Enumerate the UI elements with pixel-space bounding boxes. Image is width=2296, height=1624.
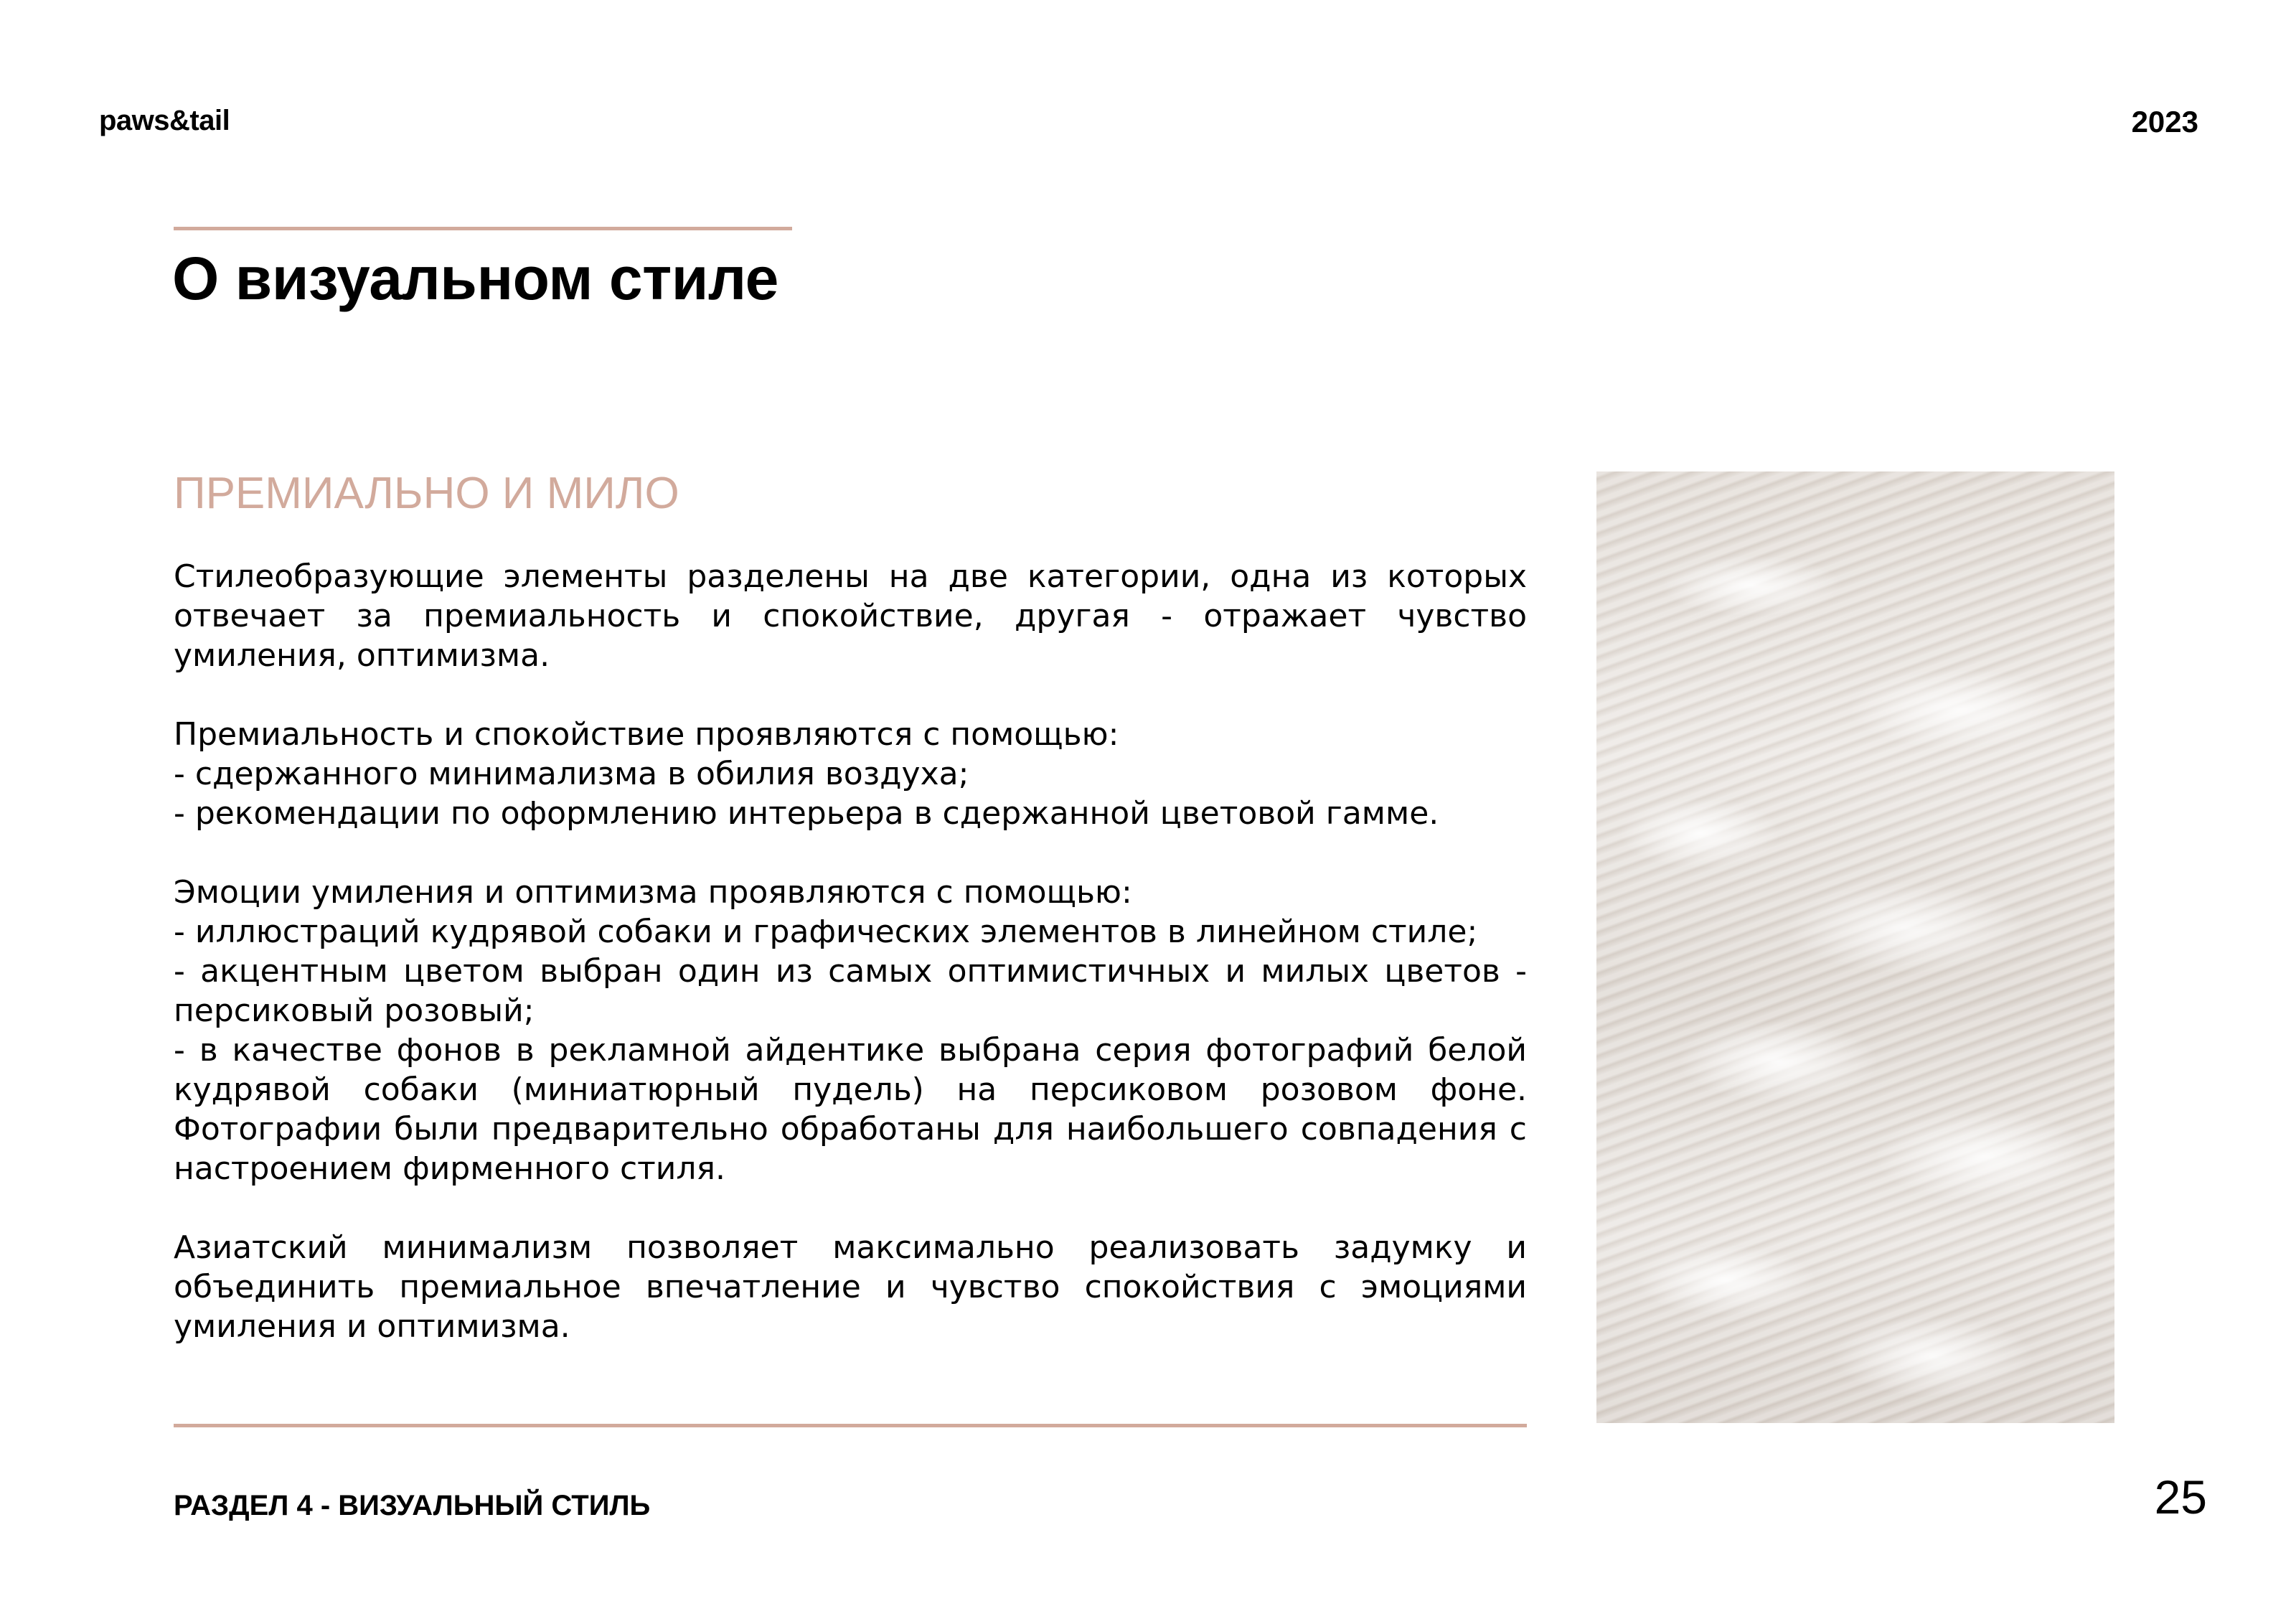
paragraph-conclusion: Азиатский минимализм позволяет максимально реализовать задумку и объединить премиальное впечатление и чувство спокойствия с эмоциями умиления и оптимизма. [174,1229,1527,1345]
section-subtitle: ПРЕМИАЛЬНО И МИЛО [174,469,679,518]
emotions-item: - акцентным цветом выбран один из самых оптимистичных и милых цветов - персиковый розовый; [174,953,1527,1029]
paragraph-premium [174,715,1527,833]
top-divider [174,227,792,230]
bottom-divider [174,1424,1527,1427]
fur-texture-image [1596,471,2114,1423]
emotions-intro: Эмоции умиления и оптимизма проявляются с помощью: [174,874,1132,911]
body-text [174,557,1527,1346]
emotions-item: - иллюстраций кудрявой собаки и графических элементов в линейном стиле; [174,914,1478,950]
premium-intro: Премиальность и спокойствие проявляются с помощью: [174,716,1119,753]
premium-item: - сдержанного минимализма в обилия воздуха; [174,756,969,792]
paragraph-intro: Стилеобразующие элементы разделены на две категории, одна из которых отвечает за премиальность и спокойствие, другая - отражает чувство умиления, оптимизма. [174,558,1527,674]
page-number: 25 [2154,1470,2207,1524]
premium-item: - рекомендации по оформлению интерьера в сдержанной цветовой гамме. [174,795,1439,832]
emotions-item: - в качестве фонов в рекламной айдентике выбрана серия фотографий белой кудрявой собаки (миниатюрный пудель) на персиковом розовом фоне. Фотографии были предварительно обработаны для наибольшего совпадения с настроением фирменного стиля. [174,1032,1527,1187]
section-label: РАЗДЕЛ 4 - ВИЗУАЛЬНЫЙ СТИЛЬ [174,1490,651,1521]
page-title: О визуальном стиле [172,245,778,312]
paragraph-emotions [174,873,1527,1188]
brand-name: paws&tail [99,105,230,136]
year-label: 2023 [2131,105,2198,139]
